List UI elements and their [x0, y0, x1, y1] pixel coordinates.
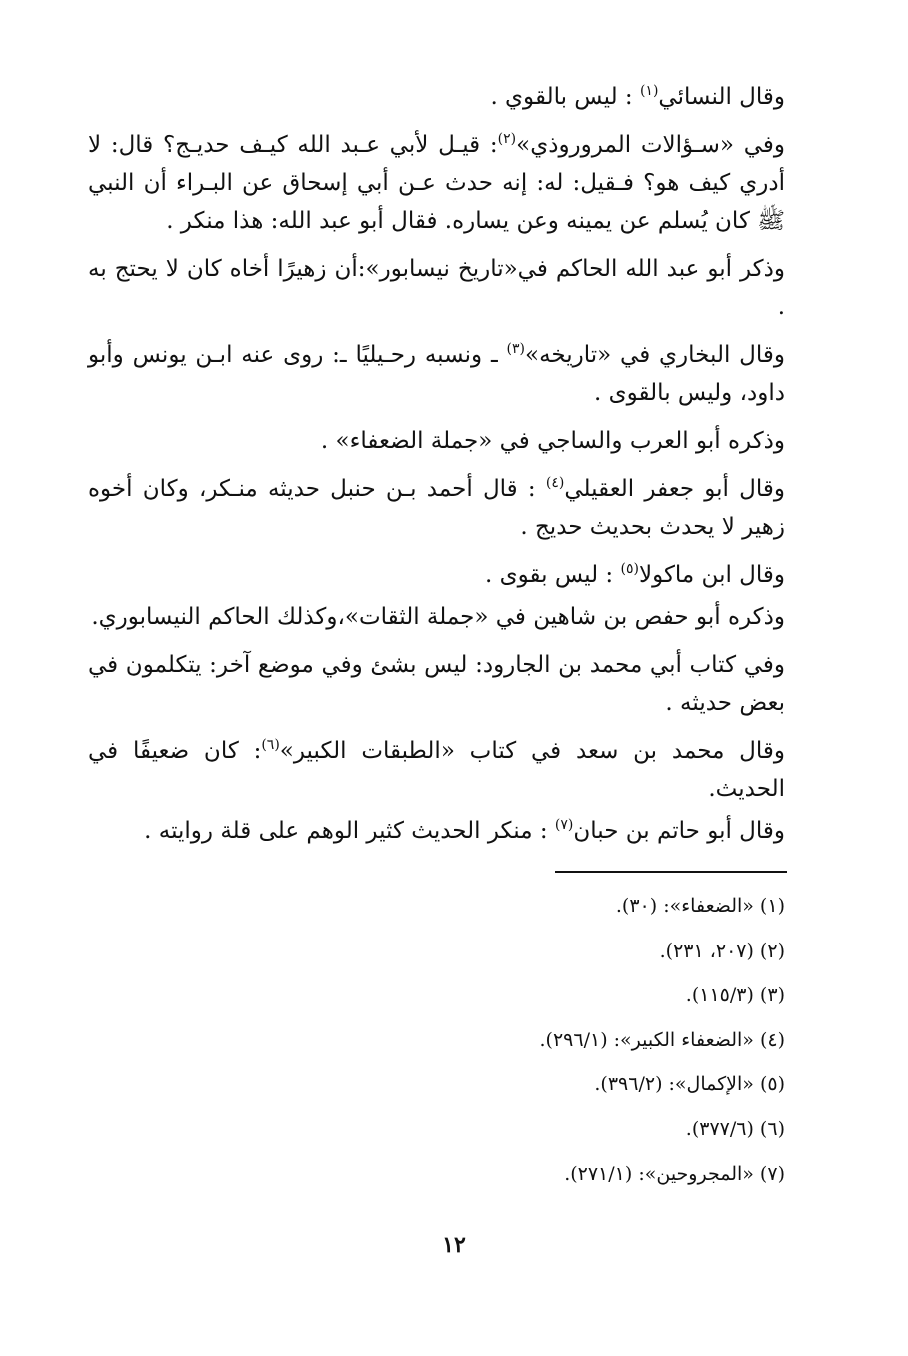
main-text [88, 78, 785, 860]
footnote-7: (٧) «المجروحين»: (٢٧١/١). [564, 1162, 785, 1185]
paragraph-shahin: وذكره أبو حفص بن شاهين في «جملة الثقات»،وكذلك الحاكم النيسابوري. [91, 604, 785, 630]
footnote-ref-4: (٤) [545, 475, 565, 491]
paragraph-marwazi: وفي «سـؤالات المروروذي»$^{(٢)}$: قيـل لأبي عـبد الله كيـف حديـج؟ قال: لا أدري كيف هو؟ فـقيل: له: إنه حدث عـن أبي إسحاق عن البـراء أن النبي ﷺ كان يُسلم عن يمينه وعن يساره. فقال أبو عبد الله: هذا منكر . [88, 131, 785, 234]
footnote-ref-7: (٧) [554, 817, 574, 833]
footnote-5: (٥) «الإكمال»: (٣٩٦/٢). [594, 1073, 785, 1096]
paragraph-uqayli: وقال أبو جعفر العقيلي$^{(٤)}$ : قال أحمد بـن حنبل حديثه منـكر، وكان أخوه زهير لا يحدث بحديث حديج . [88, 475, 785, 540]
footnote-3: (٣) (١١٥/٣). [685, 984, 785, 1007]
footnote-1: (١) «الضعفاء»: (٣٠). [615, 895, 785, 917]
footnote-separator [555, 871, 787, 873]
paragraph-bukhari: وقال البخاري في «تاريخه»$^{(٣)}$ ـ ونسبه رحـيليًا ـ: روى عنه ابـن يونس وأبو داود، وليس بالقوى . [88, 341, 785, 406]
paragraph-nasai: وقال النسائي$^{(١)}$ : ليس بالقوي . [490, 83, 785, 110]
paragraph-ibn-saad: وقال محمد بن سعد في كتاب «الطبقات الكبير»$^{(٦)}$: كان ضعيفًا في الحديث. [88, 737, 786, 802]
footnotes [88, 884, 785, 1196]
footnote-ref-1: (١) [639, 83, 659, 99]
paragraph-makula: وقال ابن ماكولا$^{(٥)}$ : ليس بقوى . [485, 561, 785, 588]
footnote-2: (٢) (٢٠٧، ٢٣١). [659, 939, 785, 962]
footnote-6: (٦) (٣٧٧/٦). [685, 1117, 785, 1140]
paragraph-jarud: وفي كتاب أبي محمد بن الجارود: ليس بشئ وفي موضع آخر: يتكلمون في بعض حديثه . [88, 652, 785, 716]
paragraph-ibn-hibban: وقال أبو حاتم بن حبان$^{(٧)}$ : منكر الحديث كثير الوهم على قلة روايته . [144, 817, 785, 844]
page-number: ١٢ [442, 1232, 466, 1258]
paragraph-abu-alarab: وذكره أبو العرب والساجي في «جملة الضعفاء» . [320, 428, 785, 454]
footnote-ref-2: (٢) [497, 131, 517, 147]
footnote-ref-5: (٥) [620, 561, 639, 577]
footnote-4: (٤) «الضعفاء الكبير»: (٢٩٦/١). [539, 1028, 785, 1051]
footnote-ref-3: (٣) [506, 341, 525, 357]
footnote-ref-6: (٦) [261, 737, 280, 753]
paragraph-hakim: وذكر أبو عبد الله الحاكم في«تاريخ نيسابور»:أن زهيرًا أخاه كان لا يحتج به . [88, 256, 785, 320]
